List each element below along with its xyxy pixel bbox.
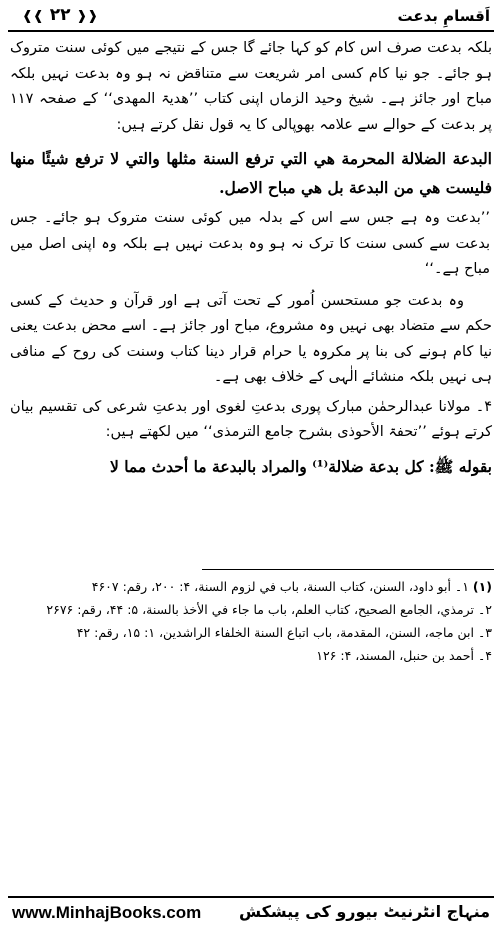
header-rule bbox=[8, 30, 494, 32]
page-body bbox=[10, 36, 492, 485]
arabic-quote: البدعة الضلالة المحرمة هي التي ترفع السنة مثلها والتي لا ترفع شيئًا منها فليست هي من البدعة بل هي مباح الاصل. bbox=[10, 149, 492, 197]
publisher-credit: منہاج انٹرنیٹ بیورو کی پیشکش bbox=[238, 902, 490, 921]
paragraph-1: بلکہ بدعت صرف اس کام کو کہا جائے گا جس کے نتیجے میں کوئی سنت متروک ہو جائے۔ جو نیا کام کسی امر شریعت سے متناقض نہ ہو وہ بدعت نہیں بلکہ مباح اور جائز ہے۔ شیخ وحید الزماں اپنی کتاب ’’ھدیۃ المھدی‘‘ کے صفحہ ۱۱۷ پر بدعت کے حوالے سے علامہ بھوپالی کا یہ قول نقل کرتے ہیں: bbox=[10, 40, 492, 133]
paragraph-2: وہ بدعت جو مستحسن اُمور کے تحت آتی ہے اور قرآن و حدیث کے کسی حکم سے متضاد بھی نہیں وہ مشروع، مباح اور جائز ہے۔ اسے محض بدعت یعنی نیا کام ہونے کی بنا پر مکروہ یا حرام قرار دینا کتاب وسنت کی روح کے منافی ہی نہیں بلکہ منشائے الٰہی کے خلاف بھی ہے۔ bbox=[10, 292, 492, 385]
quote-translation: ’’بدعت وہ ہے جس سے اس کے بدلہ میں کوئی سنت متروک ہو جائے۔ جس بدعت سے کسی سنت کا ترک نہ ہو وہ بدعت نہیں ہے بلکہ وہ اپنی اصل میں مباح ہے۔‘‘ bbox=[10, 210, 490, 277]
arabic-quote-2: بقوله ﷺ: كل بدعة ضلالة⁽¹⁾ والمراد بالبدعة ما أحدث مما لا bbox=[109, 456, 492, 476]
footnote-item: ۲۔ ترمذي، الجامع الصحيح، كتاب العلم، باب ما جاء في الأخذ بالسنة، ۵: ۴۴، رقم: ۲۶۷۶ bbox=[46, 602, 492, 617]
point-4: ۴۔ مولانا عبدالرحمٰن مبارک پوری بدعتِ لغوی اور بدعتِ شرعی کی تقسیم بیان کرتے ہوئے ’’تحفۃ الأحوذی بشرح جامع الترمذی‘‘ میں لکھتے ہیں: bbox=[10, 398, 492, 440]
footnote-label: (۱) bbox=[472, 579, 492, 594]
ornament-right-icon: ❱❱ bbox=[22, 9, 44, 24]
footnote-item: ۳۔ ابن ماجه، السنن، المقدمة، باب اتباع السنة الخلفاء الراشدين، ۱: ۱۵، رقم: ۴۲ bbox=[76, 625, 492, 640]
chapter-title: اَقسامِ بدعت bbox=[397, 7, 490, 25]
footer-rule bbox=[8, 896, 494, 898]
footnotes bbox=[10, 575, 492, 667]
footnote-separator bbox=[202, 569, 494, 570]
footnote-text: ۱۔ أبو داود، السنن، كتاب السنة، باب في لزوم السنة، ۴: ۲۰۰، رقم: ۴۶۰۷ bbox=[91, 579, 469, 594]
page-number bbox=[22, 5, 98, 25]
footnote-item: ۴۔ أحمد بن حنبل، المسند، ۴: ۱۲۶ bbox=[316, 648, 492, 663]
footnote-item bbox=[10, 575, 492, 598]
ornament-left-icon: ❰❰ bbox=[76, 9, 99, 24]
page-number-value: ۲۲ bbox=[49, 5, 71, 25]
website-link[interactable]: www.MinhajBooks.com bbox=[12, 903, 202, 922]
page-header bbox=[12, 4, 490, 32]
